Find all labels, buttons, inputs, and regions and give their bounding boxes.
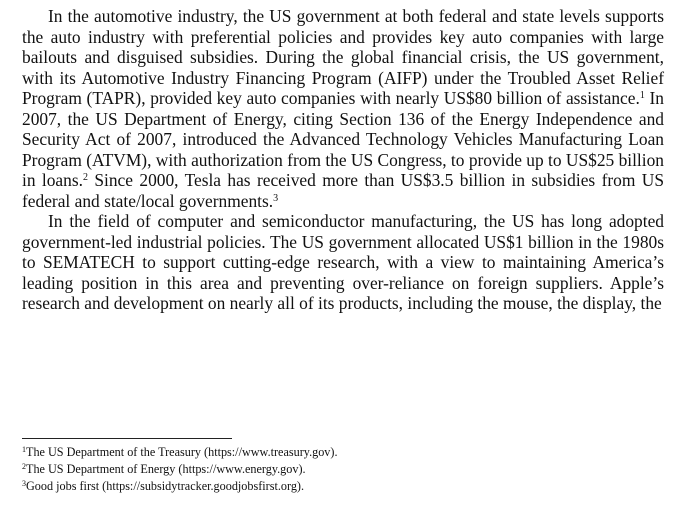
footnote-text: The US Department of the Treasury (https://www.treasury.gov). bbox=[26, 445, 338, 459]
footnote-text: Good jobs first (https://subsidytracker.goodjobsfirst.org). bbox=[26, 479, 305, 493]
footnote-text: The US Department of Energy (https://www.energy.gov). bbox=[26, 462, 306, 476]
footnote-2 bbox=[22, 461, 662, 478]
footnote-ref-1: 1 bbox=[639, 90, 645, 101]
footnotes-section bbox=[22, 444, 662, 495]
footnote-mark: 3 bbox=[22, 479, 26, 488]
paragraph-text: Since 2000, Tesla has received more than US$3.5 billion in subsidies from US federal and state/local governments. bbox=[22, 170, 664, 211]
paragraph-text: In 2007, the US Department of Energy, citing Section 136 of the Energy Independence and Security Act of 2007, introduced the Advanced Technology Vehicles Manufacturing Loan Program (ATVM), with authorization from the US Congress, to provide up to US$25 billion in loans. bbox=[22, 88, 664, 190]
footnote-mark: 2 bbox=[22, 462, 26, 471]
footnote-1 bbox=[22, 444, 662, 461]
footnote-ref-2: 2 bbox=[82, 172, 88, 183]
paragraph-text: In the field of computer and semiconductor manufacturing, the US has long adopted government-led industrial policies. The US government allocated US$1 billion in the 1980s to SEMATECH to support cutting-edge research, with a view to maintaining America’s leading position in this area and preventing over-reliance on foreign suppliers. Apple’s research and development on nearly all of its products, including the mouse, the display, the bbox=[22, 211, 664, 313]
footnote-divider bbox=[22, 438, 232, 439]
document-page bbox=[22, 6, 664, 314]
footnote-3 bbox=[22, 478, 662, 495]
paragraph-automotive bbox=[22, 6, 664, 211]
paragraph-text: In the automotive industry, the US government at both federal and state levels supports the auto industry with preferential policies and provides key auto companies with large bailouts and disguised subsidies. During the global financial crisis, the US government, with its Automotive Industry Financing Program (AIFP) under the Troubled Asset Relief Program (TAPR), provided key auto companies with nearly US$80 billion of assistance. bbox=[22, 6, 664, 108]
footnote-ref-3: 3 bbox=[273, 192, 279, 204]
paragraph-semiconductor bbox=[22, 211, 664, 314]
footnote-mark: 1 bbox=[22, 445, 26, 454]
